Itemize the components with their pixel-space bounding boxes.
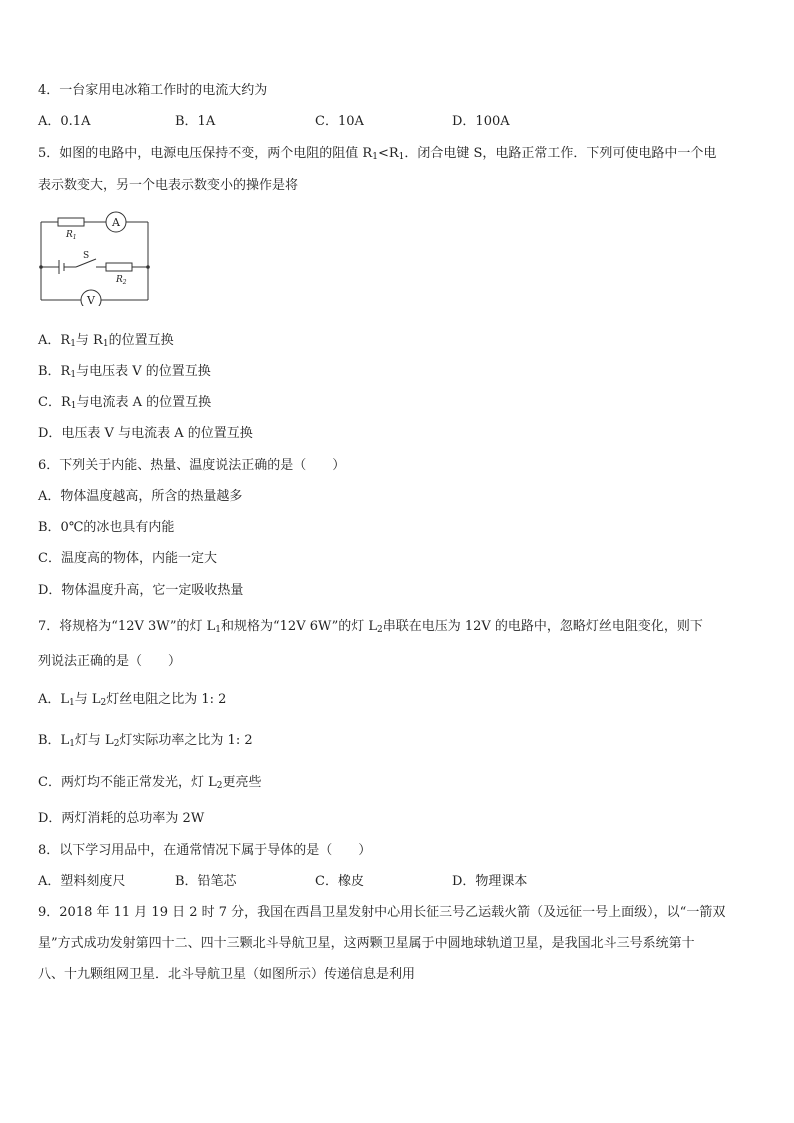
q9-stem-line3: 八、十九颗组网卫星．北斗导航卫星（如图所示）传递信息是利用 [38,967,416,982]
q4-option-d: D．100A [452,114,510,129]
q6-option-a: A．物体温度越高，所含的热量越多 [38,489,243,504]
q5-circuit-diagram [36,208,154,306]
q8-option-a: A．塑料刻度尺 [38,874,126,889]
q5-option-c: C．$R_1$与电流表 A 的位置互换 [38,395,212,411]
q7-option-c: C．两灯均不能正常发光，灯 $L_2$更亮些 [38,775,262,791]
q9-stem-line2: 星”方式成功发射第四十二、四十三颗北斗导航卫星，这两颗卫星属于中圆地球轨道卫星，是我国北斗三号系统第十 [38,936,695,951]
q7-stem-line2: 列说法正确的是（ ） [38,654,182,669]
q4-option-a: A．0.1A [38,114,91,129]
q6-option-d: D．物体温度升高，它一定吸收热量 [38,583,244,598]
q4-option-c: C．10A [315,114,364,129]
r2-label: $R_2$ [116,275,127,286]
q7-option-a: A．$L_1$与 $L_2$灯丝电阻之比为 1: 2 [38,692,227,708]
voltmeter-label: V [87,294,95,306]
q4-option-b: B．1A [175,114,216,129]
q7-stem-line1: 7．将规格为“12V 3W”的灯 $L_1$和规格为“12V 6W”的灯 $L_2$串联在电压为 12V 的电路中，忽略灯丝电阻变化，则下 [38,619,703,635]
q8-option-c: C．橡皮 [315,874,364,889]
q5-stem-line2: 表示数变大，另一个电表示数变小的操作是将 [38,178,299,193]
ammeter-label: A [112,216,120,229]
q6-option-b: B．0℃的冰也具有内能 [38,520,175,535]
q6-stem: 6．下列关于内能、热量、温度说法正确的是（ ） [38,458,346,473]
q5-option-a: A．$R_1$与 $R_1$的位置互换 [38,333,174,349]
r1-label: $R_1$ [66,230,77,241]
q8-option-b: B．铅笔芯 [175,874,237,889]
q5-option-b: B．$R_1$与电压表 V 的位置互换 [38,364,211,380]
switch-label: S [83,251,90,261]
q5-option-d: D．电压表 V 与电流表 A 的位置互换 [38,426,253,441]
q8-option-d: D．物理课本 [452,874,528,889]
q8-stem: 8．以下学习用品中，在通常情况下属于导体的是（ ） [38,843,372,858]
q9-stem-line1: 9．2018 年 11 月 19 日 2 时 7 分，我国在西昌卫星发射中心用长征三号乙运载火箭（及远征一号上面级），以“一箭双 [38,905,726,920]
q6-option-c: C．温度高的物体，内能一定大 [38,551,217,566]
q5-stem-line1: 5．如图的电路中，电源电压保持不变，两个电阻的阻值 $R_1<R_1$．闭合电键 S，电路正常工作．下列可使电路中一个电 [38,146,717,162]
q7-option-d: D．两灯消耗的总功率为 2W [38,811,205,826]
resistor-r2 [106,263,132,271]
resistor-r1 [58,218,84,226]
q7-option-b: B．$L_1$灯与 $L_2$灯实际功率之比为 1: 2 [38,733,253,749]
q4-stem: 4．一台家用电冰箱工作时的电流大约为 [38,83,268,98]
